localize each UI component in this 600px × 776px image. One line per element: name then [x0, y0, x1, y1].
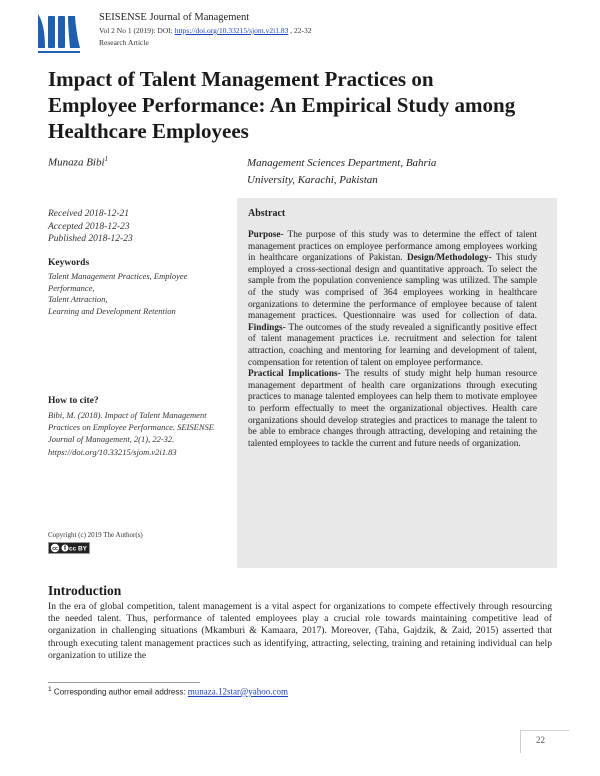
keywords-list	[48, 271, 233, 318]
issue-pages: , 22-32	[288, 26, 312, 35]
design-label: Design/Methodology-	[406, 253, 492, 264]
keyword-item: Talent Attraction,	[48, 294, 108, 305]
author-name	[48, 155, 108, 169]
abstract-paragraph	[248, 230, 537, 369]
keywords-heading: Keywords	[48, 258, 90, 268]
footnote-label: Corresponding author email address:	[51, 687, 188, 697]
author-footnote-mark: 1	[104, 155, 109, 163]
purpose-label: Purpose-	[248, 230, 284, 240]
findings-label: Findings-	[248, 322, 286, 333]
footnote-mark: 1	[48, 686, 52, 693]
cite-heading: How to cite?	[48, 396, 99, 406]
logo-stroke-2	[48, 16, 55, 48]
keyword-item: Talent Management Practices, Employee Performance,	[48, 271, 188, 293]
article-title: Impact of Talent Management Practices on Employee Performance: An Empirical Study among Healthcare Employees	[48, 67, 516, 143]
cc-by-license-icon[interactable]	[48, 542, 90, 554]
author-affiliation: Management Sciences Department, Bahria University, Karachi, Pakistan	[247, 157, 437, 186]
abstract-paragraph	[248, 369, 537, 450]
purpose-text: The purpose of this study was to determine the effect of talent management practices on employee performance among employees working in healthcare organizations of Pakistan.	[248, 230, 537, 264]
accepted-date: Accepted 2018-12-23	[48, 221, 130, 232]
abstract-heading: Abstract	[248, 208, 286, 219]
journal-logo	[36, 10, 82, 56]
findings-text: The outcomes of the study revealed a significantly positive effect of talent management practices i.e. recruitment and selection for talent attraction, coaching and mentoring for learning and development of talent, compensation for retention of talent on employee performance.	[248, 322, 537, 368]
article-type: Research Article	[99, 38, 149, 47]
page-number: 22	[536, 735, 545, 745]
published-date: Published 2018-12-23	[48, 234, 133, 244]
author-name-text: Munaza Bibi	[48, 156, 105, 169]
keyword-item: Learning and Development Retention	[48, 306, 176, 317]
doi-link[interactable]: https://doi.org/10.33215/sjom.v2i1.83	[174, 26, 289, 35]
abstract-body	[248, 230, 537, 450]
copyright-notice: Copyright (c) 2019 The Author(s)	[48, 531, 143, 539]
design-text: This study employed a cross-sectional design and quantitative approach. To select the sample from the population convenience sampling was utilized. The sample of the study was comprised of 364 employees working in healthcare organizations to determine the performance of employee because of talent management practices. Questionnaire was used for collection of data.	[248, 253, 537, 322]
svg-text:cc: cc	[52, 546, 58, 552]
footnote-divider	[48, 682, 200, 683]
logo-stroke-3	[58, 16, 65, 48]
article-dates	[48, 208, 133, 246]
footnote	[48, 686, 288, 697]
received-date: Received 2018-12-21	[48, 209, 129, 219]
citation-text: Bibi, M. (2018). Impact of Talent Management Practices on Employee Performance. SEISENSE Journal of Management, 2(1), 22-32. https://doi.org/10.33215/sjom.v2i1.83	[48, 410, 214, 457]
journal-name: SEISENSE Journal of Management	[99, 12, 250, 23]
implications-text: The results of study might help human resource management department of health care organizations through executing practices to manage talented employees can help them to motivate employee to perform effectually to meet the organizational objectives. Health care organizations should develop strategies and practices to manage the talent to be able to embrace changes through attracting, developing and retaining the talented employees to tackle the current and future needs of organization.	[248, 369, 537, 449]
introduction-heading: Introduction	[48, 583, 122, 598]
introduction-body: In the era of global competition, talent management is a vital aspect for organizations to compete effectively through resourcing the needed talent. Thus, performance of talented employees play a crucial role towards maintaining competitive lead of organization in challenging situations (Mkamburi & Kamaara, 2017). Moreover, (Taha, Gajdzik, & Zaid, 2015) asserted that through executing talent management practices such as identifying, attracting, selecting, training and retaining individual can help organization to utilize the	[48, 601, 552, 661]
issue-prefix: Vol 2 No 1 (2019): DOI:	[99, 26, 175, 35]
author-email-link[interactable]: munaza.12star@yahoo.com	[187, 686, 289, 697]
cc-badge-text: cc BY	[68, 545, 88, 553]
issue-line	[99, 26, 311, 35]
implications-label: Practical Implications-	[248, 369, 341, 380]
